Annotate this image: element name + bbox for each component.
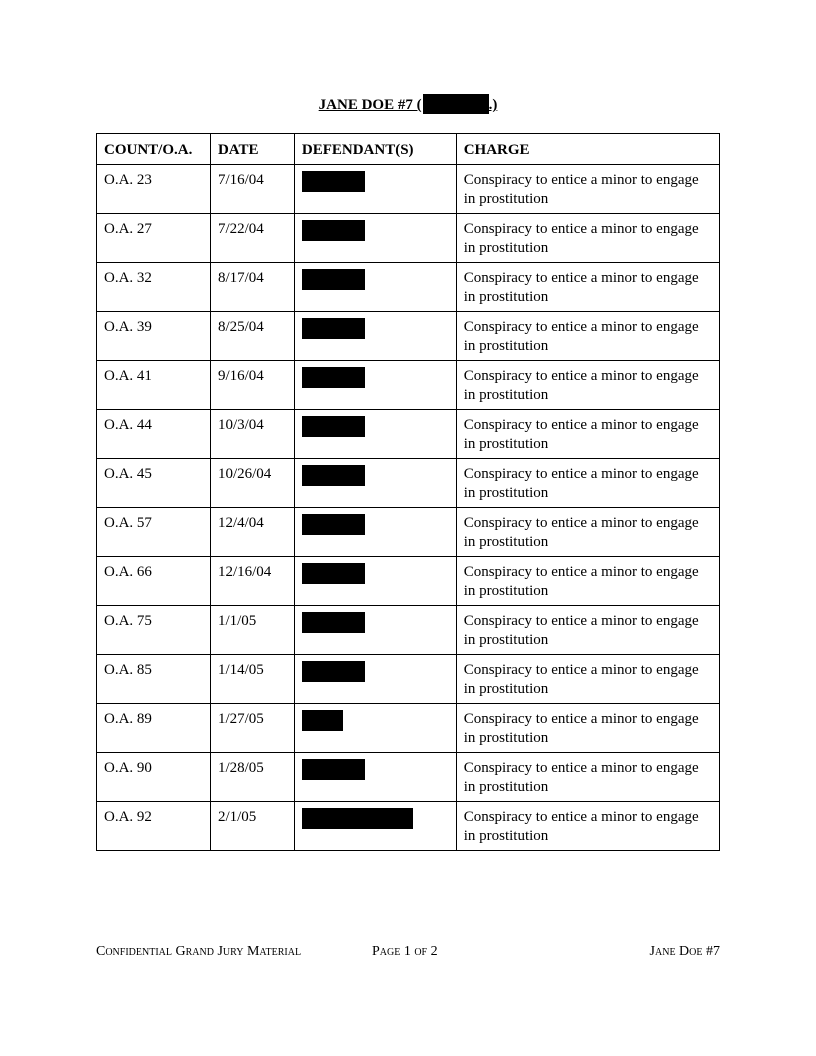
defendant-redaction	[302, 710, 343, 731]
defendant-cell	[294, 214, 456, 263]
table-row	[97, 704, 720, 753]
count-cell: O.A. 39	[97, 312, 211, 361]
defendant-cell	[294, 165, 456, 214]
defendant-cell	[294, 606, 456, 655]
table-row	[97, 312, 720, 361]
table-row	[97, 361, 720, 410]
table-header-row	[97, 134, 720, 165]
charge-cell: Conspiracy to entice a minor to engage in prostitution	[456, 655, 719, 704]
footer-jane-doe: Jane Doe #7	[649, 944, 720, 959]
count-cell: O.A. 41	[97, 361, 211, 410]
table-row	[97, 557, 720, 606]
header-count: COUNT/O.A.	[97, 134, 211, 165]
charge-cell: Conspiracy to entice a minor to engage in prostitution	[456, 508, 719, 557]
title-text	[319, 97, 498, 113]
date-cell: 1/27/05	[210, 704, 294, 753]
date-cell: 8/17/04	[210, 263, 294, 312]
count-cell: O.A. 23	[97, 165, 211, 214]
date-cell: 10/3/04	[210, 410, 294, 459]
header-defendants: DEFENDANT(S)	[294, 134, 456, 165]
defendant-cell	[294, 263, 456, 312]
defendant-cell	[294, 459, 456, 508]
defendant-redaction	[302, 465, 365, 486]
defendant-redaction	[302, 661, 365, 682]
defendant-cell	[294, 802, 456, 851]
count-cell: O.A. 27	[97, 214, 211, 263]
charge-cell: Conspiracy to entice a minor to engage in prostitution	[456, 165, 719, 214]
defendant-cell	[294, 655, 456, 704]
count-cell: O.A. 44	[97, 410, 211, 459]
charges-table	[96, 133, 720, 851]
date-cell: 1/14/05	[210, 655, 294, 704]
date-cell: 2/1/05	[210, 802, 294, 851]
count-cell: O.A. 85	[97, 655, 211, 704]
charge-cell: Conspiracy to entice a minor to engage in prostitution	[456, 214, 719, 263]
defendant-cell	[294, 557, 456, 606]
footer-page-number: Page 1 of 2	[372, 944, 438, 959]
defendant-redaction	[302, 808, 413, 829]
table-row	[97, 214, 720, 263]
defendant-redaction	[302, 514, 365, 535]
date-cell: 9/16/04	[210, 361, 294, 410]
charge-cell: Conspiracy to entice a minor to engage in prostitution	[456, 557, 719, 606]
defendant-cell	[294, 704, 456, 753]
defendant-redaction	[302, 563, 365, 584]
table-row	[97, 508, 720, 557]
date-cell: 7/22/04	[210, 214, 294, 263]
count-cell: O.A. 66	[97, 557, 211, 606]
date-cell: 1/28/05	[210, 753, 294, 802]
title-redaction	[423, 94, 489, 114]
defendant-redaction	[302, 269, 365, 290]
table-row	[97, 165, 720, 214]
table-row	[97, 655, 720, 704]
count-cell: O.A. 92	[97, 802, 211, 851]
table-row	[97, 753, 720, 802]
date-cell: 8/25/04	[210, 312, 294, 361]
count-cell: O.A. 90	[97, 753, 211, 802]
defendant-redaction	[302, 759, 365, 780]
charge-cell: Conspiracy to entice a minor to engage in prostitution	[456, 410, 719, 459]
defendant-redaction	[302, 612, 365, 633]
document-title	[0, 94, 816, 116]
table-row	[97, 802, 720, 851]
date-cell: 10/26/04	[210, 459, 294, 508]
count-cell: O.A. 89	[97, 704, 211, 753]
footer-confidential: Confidential Grand Jury Material	[96, 944, 302, 959]
defendant-cell	[294, 508, 456, 557]
table-row	[97, 263, 720, 312]
defendant-redaction	[302, 367, 365, 388]
count-cell: O.A. 57	[97, 508, 211, 557]
charge-cell: Conspiracy to entice a minor to engage in prostitution	[456, 263, 719, 312]
count-cell: O.A. 32	[97, 263, 211, 312]
defendant-cell	[294, 312, 456, 361]
charge-cell: Conspiracy to entice a minor to engage in prostitution	[456, 802, 719, 851]
defendant-cell	[294, 361, 456, 410]
charge-cell: Conspiracy to entice a minor to engage in prostitution	[456, 459, 719, 508]
defendant-redaction	[302, 220, 365, 241]
defendant-redaction	[302, 318, 365, 339]
date-cell: 7/16/04	[210, 165, 294, 214]
date-cell: 12/4/04	[210, 508, 294, 557]
charge-cell: Conspiracy to entice a minor to engage in prostitution	[456, 361, 719, 410]
date-cell: 1/1/05	[210, 606, 294, 655]
charge-cell: Conspiracy to entice a minor to engage in prostitution	[456, 312, 719, 361]
table-row	[97, 606, 720, 655]
table-row	[97, 459, 720, 508]
header-charge: CHARGE	[456, 134, 719, 165]
header-date: DATE	[210, 134, 294, 165]
defendant-cell	[294, 410, 456, 459]
defendant-redaction	[302, 416, 365, 437]
count-cell: O.A. 45	[97, 459, 211, 508]
table-body	[97, 165, 720, 851]
charge-cell: Conspiracy to entice a minor to engage in prostitution	[456, 704, 719, 753]
date-cell: 12/16/04	[210, 557, 294, 606]
title-prefix: JANE DOE #7 (	[318, 97, 422, 113]
table-row	[97, 410, 720, 459]
defendant-redaction	[302, 171, 365, 192]
charge-cell: Conspiracy to entice a minor to engage in prostitution	[456, 606, 719, 655]
count-cell: O.A. 75	[97, 606, 211, 655]
charge-cell: Conspiracy to entice a minor to engage in prostitution	[456, 753, 719, 802]
defendant-cell	[294, 753, 456, 802]
title-suffix: .)	[488, 97, 498, 113]
